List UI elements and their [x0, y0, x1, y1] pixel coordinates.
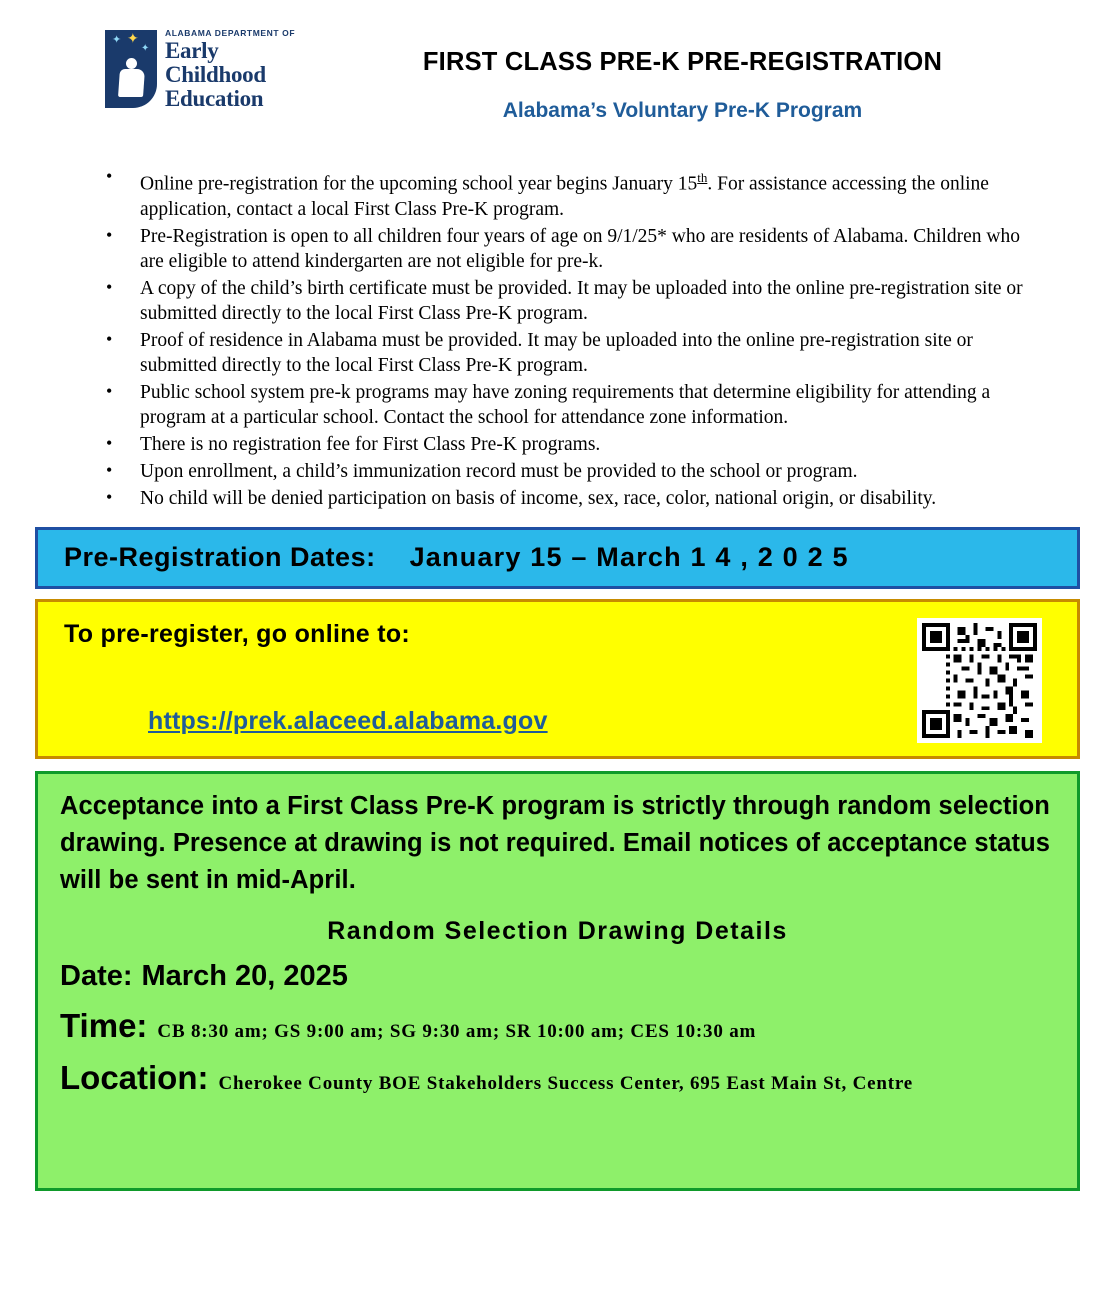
acceptance-details-box	[35, 771, 1080, 1191]
list-item	[98, 165, 1045, 222]
list-item	[98, 380, 1045, 430]
bullet-text: Public school system pre-k programs may have zoning requirements that determine eligibility for attending a program at a particular school. Contact the school for attendance zone information.	[140, 381, 991, 428]
drawing-time-row	[60, 1007, 1055, 1045]
list-item	[98, 224, 1045, 274]
drawing-details-heading: Random Selection Drawing Details	[327, 916, 788, 945]
qr-code-icon[interactable]	[917, 618, 1042, 743]
star-icon: ✦	[112, 34, 122, 46]
list-item	[98, 432, 1045, 457]
bullet-text: Proof of residence in Alabama must be provided. It may be uploaded into the online pre-registration site or submitted directly to the local First Class Pre-K program.	[140, 329, 973, 376]
bullet-text: Pre-Registration is open to all children four years of age on 9/1/25* who are residents of Alabama. Children who are eligible to attend kindergarten are not eligible for pre-k.	[140, 225, 1020, 272]
star-icon: ✦	[141, 43, 150, 54]
bullet-text-post: . For assistance accessing the online application, contact a local First Class Pre-K program.	[140, 173, 989, 220]
page-subtitle: Alabama’s Voluntary Pre-K Program	[502, 99, 863, 122]
bullet-text-pre: Online pre-registration for the upcoming school year begins January 15	[140, 173, 698, 195]
drawing-time-label: Time:	[60, 1006, 148, 1044]
bullet-text: There is no registration fee for First Class Pre-K programs.	[140, 433, 601, 455]
acceptance-paragraph: Acceptance into a First Class Pre-K program is strictly through random selection drawing. Presence at drawing is not required. Email notices of acceptance status will be sent in mid-April.	[60, 791, 1051, 894]
logo-mark-icon	[105, 30, 157, 108]
drawing-time-value: CB 8:30 am; GS 9:00 am; SG 9:30 am; SR 10:00 am; CES 10:30 am	[157, 1020, 757, 1042]
logo-department-line: ALABAMA DEPARTMENT OF	[165, 27, 296, 38]
registration-url-link[interactable]: https://prek.alaceed.alabama.gov	[148, 706, 548, 735]
child-figure-icon	[117, 58, 147, 104]
list-item	[98, 459, 1045, 484]
drawing-date-label: Date:	[60, 959, 133, 992]
online-registration-box	[35, 599, 1080, 759]
drawing-location-value: Cherokee County BOE Stakeholders Success Center, 695 East Main St, Centre	[218, 1072, 914, 1094]
logo-line-two: Education	[165, 85, 264, 111]
drawing-location-label: Location:	[60, 1058, 209, 1096]
online-lead-text: To pre-register, go online to:	[64, 619, 411, 648]
drawing-date-row	[60, 960, 1055, 993]
list-item	[98, 276, 1045, 326]
page-title: FIRST CLASS PRE-K PRE-REGISTRATION	[422, 48, 943, 76]
list-item	[98, 328, 1045, 378]
dates-value: January 15 – March 1 4 , 2 0 2 5	[409, 542, 849, 572]
bullet-text: Upon enrollment, a child’s immunization record must be provided to the school or program.	[140, 460, 858, 482]
logo-line-one: Early Childhood	[165, 37, 266, 87]
list-item	[98, 486, 1045, 511]
bullet-text: No child will be denied participation on basis of income, sex, race, color, national origin, or disability.	[140, 487, 937, 509]
dates-label: Pre-Registration Dates:	[64, 542, 376, 572]
drawing-location-row	[60, 1059, 1055, 1097]
star-icon: ✦	[127, 32, 139, 47]
drawing-date-value: March 20, 2025	[141, 959, 348, 992]
bullet-superscript: th	[697, 170, 708, 185]
info-bullet-list	[0, 165, 1115, 511]
bullet-text: A copy of the child’s birth certificate must be provided. It may be uploaded into the online pre-registration site or submitted directly to the local First Class Pre-K program.	[140, 277, 1023, 324]
agency-logo	[40, 27, 310, 111]
pre-registration-dates-box	[35, 527, 1080, 589]
document-header	[0, 0, 1115, 123]
